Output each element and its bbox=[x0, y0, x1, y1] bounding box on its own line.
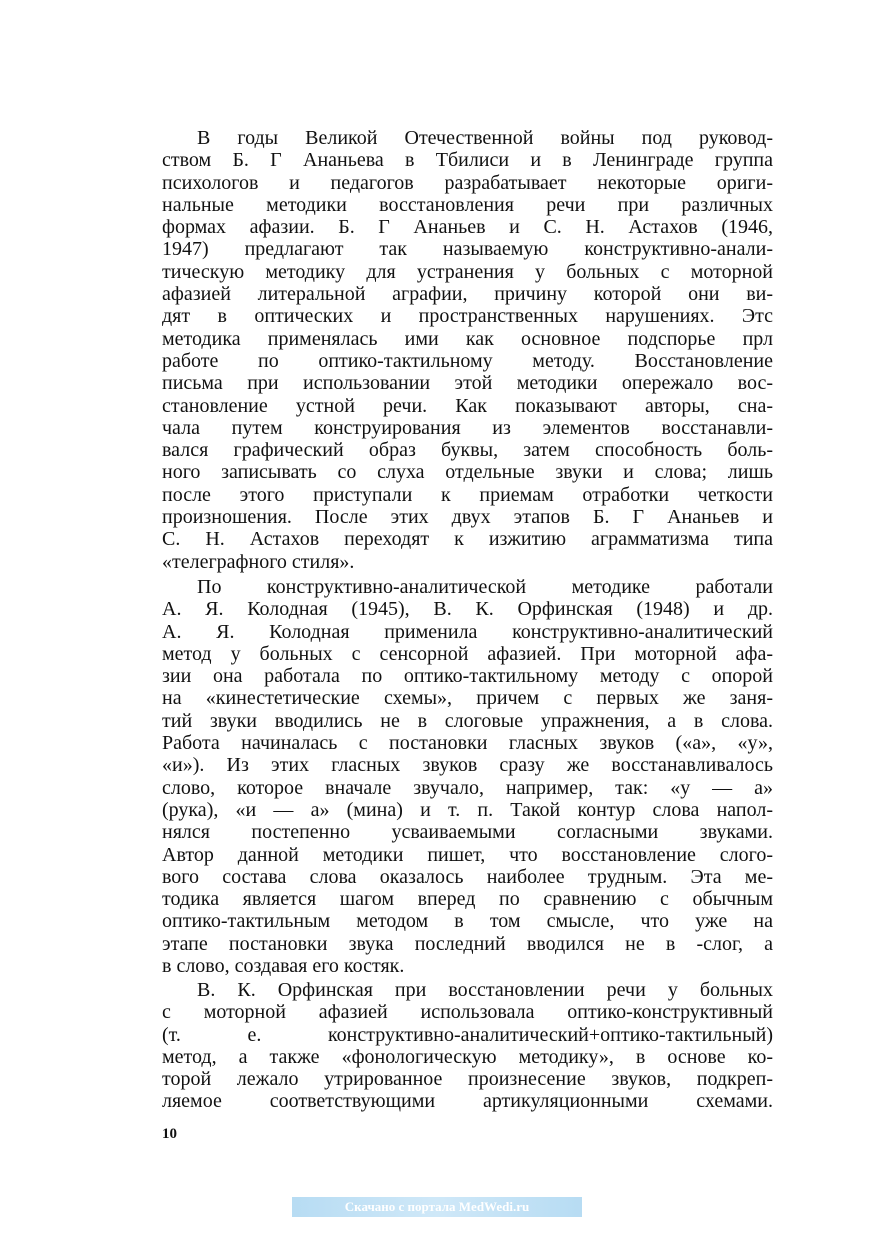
text-line: нялся постепенно усваиваемыми согласными звуками. bbox=[162, 821, 773, 844]
text-line: Автор данной методики пишет, что восстановление слого- bbox=[162, 843, 773, 866]
text-line: становление устной речи. Как показывают авторы, сна- bbox=[162, 394, 773, 417]
page-number: 10 bbox=[162, 1126, 177, 1142]
text-line: после этого приступали к приемам отработки четкости bbox=[162, 483, 773, 506]
text-line: метод у больных с сенсорной афазией. При моторной афа- bbox=[162, 642, 773, 665]
watermark-banner: Скачано с портала MedWedi.ru bbox=[292, 1197, 582, 1217]
text-line: слово, которое вначале звучало, например, так: «у — а» bbox=[162, 776, 773, 799]
text-line: вался графический образ буквы, затем способность боль- bbox=[162, 439, 773, 462]
text-line: произношения. После этих двух этапов Б. Г Ананьев и bbox=[162, 506, 773, 529]
paragraph-3 bbox=[162, 979, 773, 1113]
text-line: торой лежало утрированное произнесение звуков, подкреп- bbox=[162, 1068, 773, 1091]
text-line: «телеграфного стиля». bbox=[162, 550, 355, 573]
text-line: работе по оптико-тактильному методу. Восстановление bbox=[162, 349, 773, 372]
text-line: В годы Великой Отечественной войны под руковод- bbox=[197, 127, 773, 149]
text-line: (т. е. конструктивно-аналитический+оптико-тактильный) bbox=[162, 1023, 773, 1046]
text-line: «и»). Из этих гласных звуков сразу же восстанавливалось bbox=[162, 754, 773, 777]
text-line: Работа начиналась с постановки гласных звуков («а», «у», bbox=[162, 732, 773, 755]
text-line: оптико-тактильным методом в том смысле, что уже на bbox=[162, 910, 773, 933]
text-line: зии она работала по оптико-тактильному методу с опорой bbox=[162, 665, 773, 688]
text-line: дят в оптических и пространственных нарушениях. Этс bbox=[162, 305, 773, 328]
text-line: тий звуки вводились не в слоговые упражнения, а в слова. bbox=[162, 709, 773, 732]
text-line: ного записывать со слуха отдельные звуки и слова; лишь bbox=[162, 461, 773, 484]
text-line: формах афазии. Б. Г Ананьев и С. Н. Астахов (1946, bbox=[162, 216, 773, 239]
text-line: тическую методику для устранения у больных с моторной bbox=[162, 260, 773, 283]
text-line: В. К. Орфинская при восстановлении речи у больных bbox=[197, 979, 773, 1001]
text-line: ляемое соответствующими артикуляционными схемами. bbox=[162, 1090, 773, 1113]
text-line: По конструктивно-аналитической методике работали bbox=[197, 576, 773, 598]
text-line: чала путем конструирования из элементов восстанавли- bbox=[162, 416, 773, 439]
paragraph-2 bbox=[162, 576, 773, 977]
text-line: 1947) предлагают так называемую конструктивно-анали- bbox=[162, 238, 773, 261]
text-line: тодика является шагом вперед по сравнению с обычным bbox=[162, 888, 773, 911]
text-line: нальные методики восстановления речи при различных bbox=[162, 193, 773, 216]
text-line: этапе постановки звука последний вводился не в -слог, а bbox=[162, 932, 773, 955]
text-line: ством Б. Г Ананьева в Тбилиси и в Ленинграде группа bbox=[162, 149, 773, 172]
text-line: вого состава слова оказалось наиболее трудным. Эта ме- bbox=[162, 865, 773, 888]
text-line: С. Н. Астахов переходят к изжитию аграмматизма типа bbox=[162, 528, 773, 551]
text-line: с моторной афазией использовала оптико-конструктивный bbox=[162, 1001, 773, 1024]
text-line: метод, а также «фонологическую методику», в основе ко- bbox=[162, 1045, 773, 1068]
text-line: на «кинестетические схемы», причем с первых же заня- bbox=[162, 687, 773, 710]
text-line: психологов и педагогов разрабатывает некоторые ориги- bbox=[162, 171, 773, 194]
text-line: афазией литеральной аграфии, причину которой они ви- bbox=[162, 283, 773, 306]
text-line: письма при использовании этой методики опережало вос- bbox=[162, 372, 773, 395]
text-line: методика применялась ими как основное подспорье прл bbox=[162, 327, 773, 350]
text-line: в слово, создавая его костяк. bbox=[162, 955, 405, 978]
text-line: (рука), «и — а» (мина) и т. п. Такой контур слова напол- bbox=[162, 798, 773, 821]
text-line: А. Я. Колодная применила конструктивно-аналитический bbox=[162, 620, 773, 643]
paragraph-1 bbox=[162, 127, 773, 573]
text-line: А. Я. Колодная (1945), В. К. Орфинская (1948) и др. bbox=[162, 598, 773, 621]
